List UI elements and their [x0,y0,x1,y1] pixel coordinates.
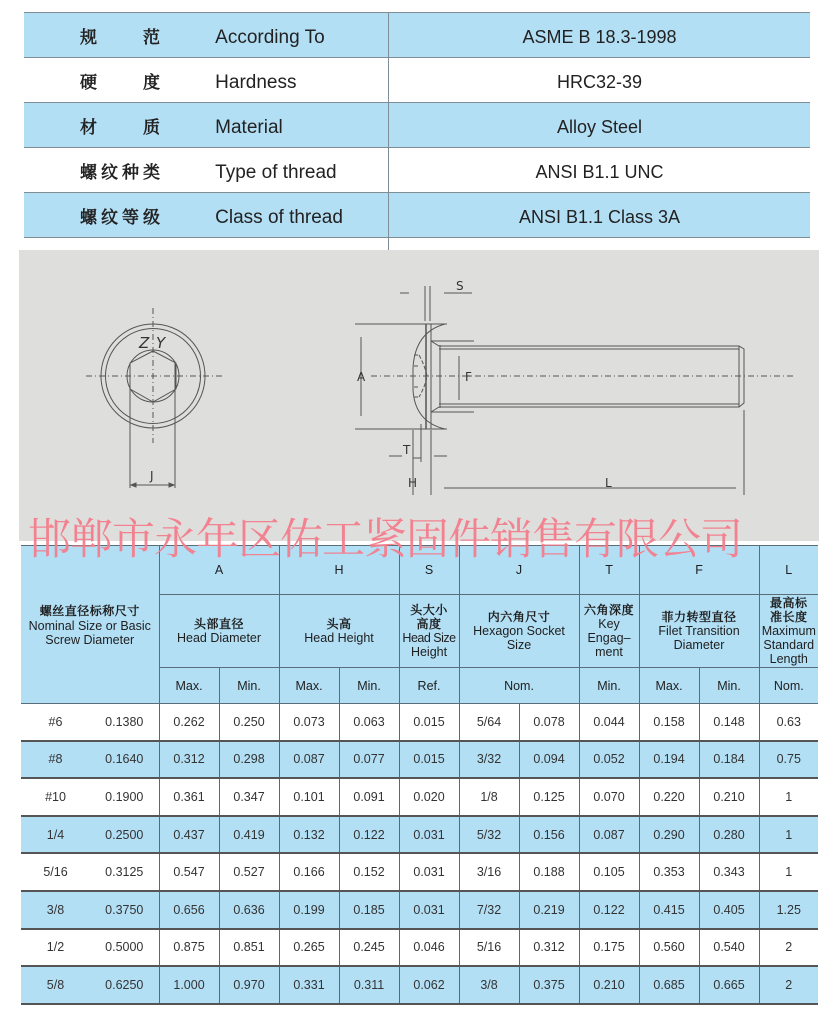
table-row [21,704,818,741]
cell-t-min: 0.052 [579,741,639,779]
cell-h-min: 0.122 [339,816,399,854]
desc-cn: 高度 [416,617,442,631]
cell-a-min: 0.851 [219,929,279,967]
cell-j-dec: 0.078 [519,704,579,741]
header-t: T [579,546,639,595]
cell-l-nom: 2 [759,966,818,1004]
cell-h-max: 0.087 [279,741,339,779]
cell-a-max: 0.547 [159,853,219,891]
cell-h-min: 0.077 [339,741,399,779]
cell-t-min: 0.044 [579,704,639,741]
cell-l-nom: 0.75 [759,741,818,779]
cell-size: 1/2 [21,929,90,967]
desc-en: Key [598,617,620,631]
label-s: S [456,279,464,293]
spec-label-cn [24,13,215,58]
cell-a-min: 0.527 [219,853,279,891]
cell-a-max: 0.437 [159,816,219,854]
cell-f-max: 0.194 [639,741,699,779]
spec-row [24,58,810,103]
desc-en: Head Size [402,631,456,645]
nominal-size-en1: Nominal Size or Basic [28,619,151,633]
cell-a-max: 0.875 [159,929,219,967]
spec-label-cn [24,193,215,238]
spec-label-en: Type of thread [215,148,388,193]
cell-l-nom: 2 [759,929,818,967]
cell-f-min: 0.665 [699,966,759,1004]
label-j: J [150,469,154,483]
spec-label-cn-text: 螺纹种类 [80,162,160,182]
label-f: F [465,370,472,384]
cell-t-min: 0.087 [579,816,639,854]
cell-f-max: 0.158 [639,704,699,741]
spec-value: Alloy Steel [389,103,810,148]
cell-j-dec: 0.219 [519,891,579,929]
dimension-table [21,545,818,1005]
desc-cn: 最高标 [770,596,808,610]
desc-en: Hexagon Socket [473,624,565,638]
table-row [21,778,818,816]
cell-l-nom: 1 [759,816,818,854]
desc-en: Height [410,645,448,659]
cell-a-max: 0.361 [159,778,219,816]
cell-l-nom: 1 [759,853,818,891]
cell-a-min: 0.970 [219,966,279,1004]
desc-cn: 头高 [326,617,352,631]
cell-h-min: 0.063 [339,704,399,741]
cell-dia: 0.3125 [90,853,159,891]
spec-value: HRC32-39 [389,58,810,103]
cell-t-min: 0.070 [579,778,639,816]
cell-j-frac: 5/16 [459,929,519,967]
cell-h-min: 0.311 [339,966,399,1004]
spec-label-cn-text: 螺纹等级 [80,207,160,227]
cell-a-min: 0.636 [219,891,279,929]
spec-row [24,193,810,238]
cell-s-ref: 0.031 [399,891,459,929]
label-l: L [605,476,612,490]
sub-t-min: Min. [579,668,639,704]
cell-dia: 0.2500 [90,816,159,854]
screw-drawing-panel [19,250,819,541]
cell-f-min: 0.343 [699,853,759,891]
label-a: A [357,370,366,384]
spec-row [24,103,810,148]
cell-s-ref: 0.062 [399,966,459,1004]
spec-label-cn-text: 材质 [80,117,160,137]
desc-en: Engag– [587,631,631,645]
spec-label-en: According To [215,13,388,58]
end-view [86,308,223,488]
cell-f-max: 0.415 [639,891,699,929]
sub-s-ref: Ref. [399,668,459,704]
cell-h-min: 0.245 [339,929,399,967]
sub-h-min: Min. [339,668,399,704]
cell-j-dec: 0.125 [519,778,579,816]
cell-t-min: 0.105 [579,853,639,891]
header-f: F [639,546,759,595]
cell-h-max: 0.132 [279,816,339,854]
header-l: L [759,546,818,595]
cell-f-min: 0.540 [699,929,759,967]
spec-row [24,148,810,193]
cell-s-ref: 0.031 [399,816,459,854]
cell-f-min: 0.280 [699,816,759,854]
desc-hexagon-socket [459,595,579,668]
table-row [21,853,818,891]
desc-cn: 头大小 [410,603,448,617]
cell-t-min: 0.210 [579,966,639,1004]
cell-l-nom: 0.63 [759,704,818,741]
cell-j-frac: 7/32 [459,891,519,929]
cell-l-nom: 1.25 [759,891,818,929]
desc-filet-transition [639,595,759,668]
desc-head-diameter [159,595,279,668]
sub-j-nom: Nom. [459,668,579,704]
sub-h-max: Max. [279,668,339,704]
cell-size: 5/16 [21,853,90,891]
cell-s-ref: 0.020 [399,778,459,816]
cell-j-dec: 0.312 [519,929,579,967]
desc-en: Length [769,652,808,666]
cell-f-max: 0.685 [639,966,699,1004]
table-row [21,891,818,929]
cell-f-max: 0.560 [639,929,699,967]
cell-a-min: 0.347 [219,778,279,816]
cell-h-max: 0.265 [279,929,339,967]
spec-value: ANSI B1.1 UNC [389,148,810,193]
cell-s-ref: 0.015 [399,704,459,741]
cell-h-max: 0.331 [279,966,339,1004]
header-s: S [399,546,459,595]
label-y: Y [156,334,166,352]
cell-f-min: 0.210 [699,778,759,816]
desc-en: ment [595,645,623,659]
cell-j-frac: 5/64 [459,704,519,741]
cell-a-min: 0.419 [219,816,279,854]
cell-j-dec: 0.156 [519,816,579,854]
nominal-size-header [21,546,159,704]
cell-size: #6 [21,704,90,741]
desc-en: Size [506,638,532,652]
sub-a-min: Min. [219,668,279,704]
table-row [21,741,818,779]
spec-value: ASME B 18.3-1998 [389,13,810,58]
cell-s-ref: 0.031 [399,853,459,891]
cell-j-dec: 0.375 [519,966,579,1004]
cell-dia: 0.1380 [90,704,159,741]
cell-l-nom: 1 [759,778,818,816]
cell-j-frac: 1/8 [459,778,519,816]
cell-h-max: 0.101 [279,778,339,816]
cell-t-min: 0.175 [579,929,639,967]
cell-h-max: 0.166 [279,853,339,891]
nominal-size-en2: Screw Diameter [45,633,135,647]
spec-row [24,13,810,58]
button-head-screw-diagram [19,250,819,541]
cell-a-max: 0.312 [159,741,219,779]
cell-j-frac: 3/8 [459,966,519,1004]
side-view [355,286,796,495]
cell-a-min: 0.298 [219,741,279,779]
spec-label-cn-text: 硬度 [80,72,160,92]
spec-value: ANSI B1.1 Class 3A [389,193,810,238]
cell-dia: 0.5000 [90,929,159,967]
sub-f-max: Max. [639,668,699,704]
nominal-size-cn: 螺丝直径标称尺寸 [39,604,140,618]
cell-h-min: 0.091 [339,778,399,816]
cell-size: #8 [21,741,90,779]
desc-head-height [279,595,399,668]
header-h: H [279,546,399,595]
spec-label-cn [24,58,215,103]
cell-a-max: 0.656 [159,891,219,929]
cell-dia: 0.3750 [90,891,159,929]
cell-j-frac: 3/16 [459,853,519,891]
header-j: J [459,546,579,595]
cell-f-max: 0.290 [639,816,699,854]
table-row [21,929,818,967]
spec-label-en: Hardness [215,58,388,103]
desc-max-length [759,595,818,668]
cell-f-max: 0.220 [639,778,699,816]
spec-table [24,12,810,284]
desc-en: Standard [763,638,815,652]
desc-cn: 内六角尺寸 [487,610,551,624]
cell-a-min: 0.250 [219,704,279,741]
label-h: H [408,476,418,490]
desc-head-size-height [399,595,459,668]
cell-a-max: 1.000 [159,966,219,1004]
spec-label-en: Class of thread [215,193,388,238]
sub-a-max: Max. [159,668,219,704]
cell-j-frac: 3/32 [459,741,519,779]
sub-f-min: Min. [699,668,759,704]
cell-h-max: 0.199 [279,891,339,929]
desc-en: Diameter [673,638,725,652]
table-row [21,966,818,1004]
desc-en: Head Diameter [176,631,262,645]
sub-l-nom: Nom. [759,668,818,704]
cell-t-min: 0.122 [579,891,639,929]
cell-j-frac: 5/32 [459,816,519,854]
spec-label-cn [24,103,215,148]
spec-label-cn-text: 规范 [80,27,160,47]
spec-label-en: Material [215,103,388,148]
cell-f-min: 0.148 [699,704,759,741]
cell-h-min: 0.185 [339,891,399,929]
cell-dia: 0.6250 [90,966,159,1004]
label-z: Z [139,334,150,352]
label-t: T [403,443,411,457]
cell-h-min: 0.152 [339,853,399,891]
cell-j-dec: 0.188 [519,853,579,891]
desc-en: Filet Transition [658,624,740,638]
cell-s-ref: 0.046 [399,929,459,967]
cell-f-max: 0.353 [639,853,699,891]
cell-size: 3/8 [21,891,90,929]
desc-key-engagement [579,595,639,668]
desc-cn: 头部直径 [194,617,245,631]
cell-size: #10 [21,778,90,816]
cell-f-min: 0.405 [699,891,759,929]
cell-a-max: 0.262 [159,704,219,741]
desc-cn: 六角深度 [584,603,635,617]
cell-s-ref: 0.015 [399,741,459,779]
desc-cn: 准长度 [770,610,808,624]
desc-cn: 菲力转型直径 [661,610,737,624]
cell-f-min: 0.184 [699,741,759,779]
desc-en: Head Height [304,631,374,645]
cell-size: 1/4 [21,816,90,854]
header-a: A [159,546,279,595]
desc-en: Maximum [761,624,816,638]
spec-label-cn [24,148,215,193]
table-row [21,816,818,854]
cell-size: 5/8 [21,966,90,1004]
cell-j-dec: 0.094 [519,741,579,779]
cell-dia: 0.1900 [90,778,159,816]
cell-dia: 0.1640 [90,741,159,779]
cell-h-max: 0.073 [279,704,339,741]
company-watermark: 邯郸市永年区佑工紧固件销售有限公司 [28,515,742,565]
